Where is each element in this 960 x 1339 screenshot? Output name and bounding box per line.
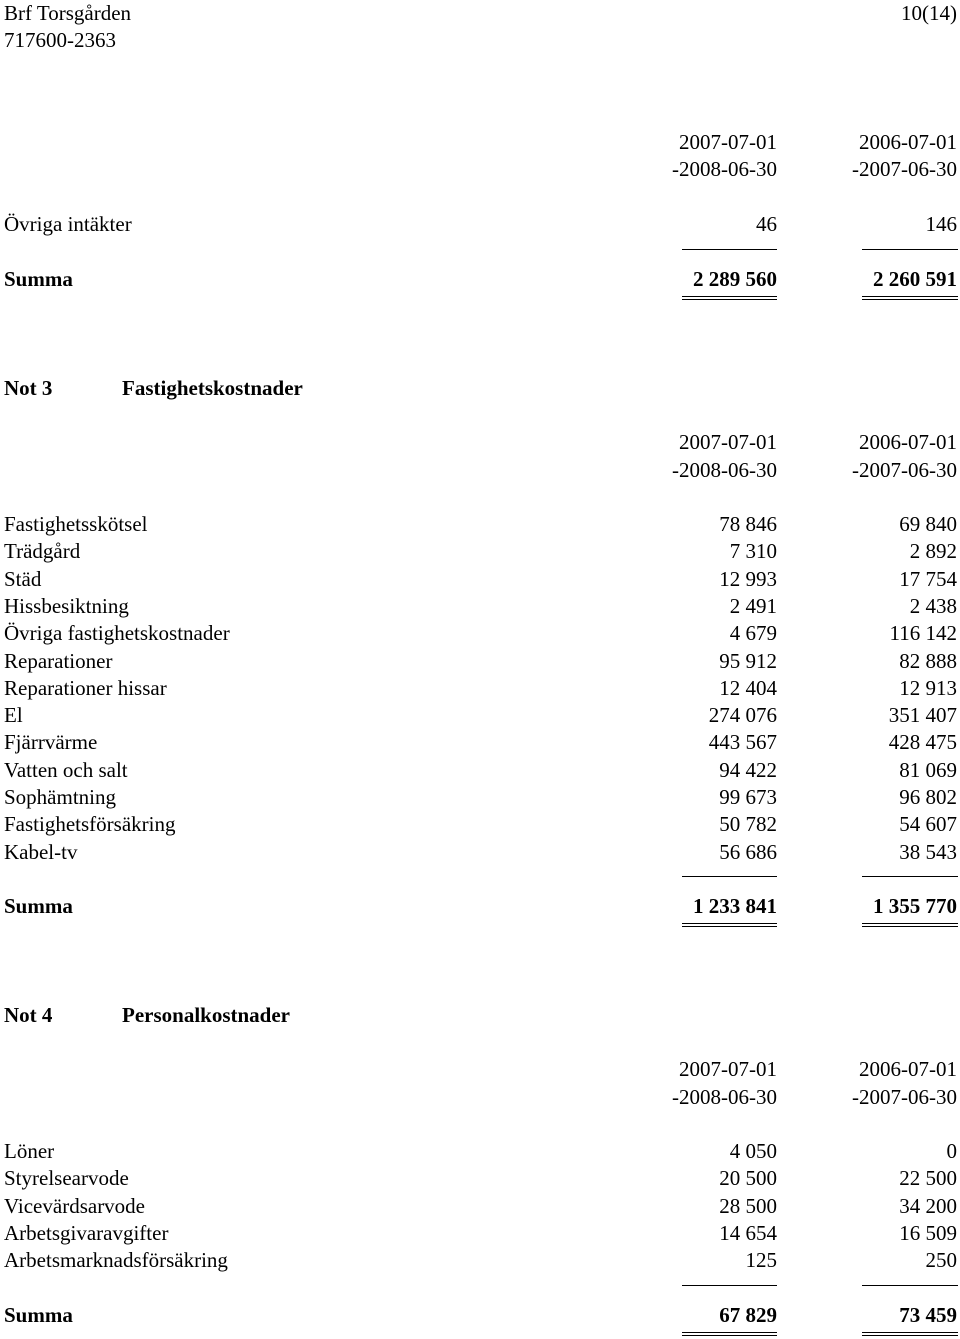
period-current-start: 2007-07-01 <box>679 1057 777 1081</box>
row-previous-value: 82 888 <box>899 648 957 673</box>
total-current-value: 2 289 560 <box>693 267 777 291</box>
total-double-rule <box>682 1332 777 1333</box>
row-label: Vicevärdsarvode <box>4 1193 146 1218</box>
note-title: Fastighetskostnader <box>122 376 303 400</box>
row-previous-value: 22 500 <box>899 1166 957 1191</box>
row-previous-value: 0 <box>946 1139 957 1163</box>
total-label: Summa <box>4 894 73 918</box>
period-previous-start: 2006-07-01 <box>859 1057 957 1081</box>
period-previous-start: 2006-07-01 <box>859 130 957 154</box>
row-current-value: 14 654 <box>719 1220 777 1245</box>
subtotal-rule <box>682 249 777 250</box>
total-double-rule <box>862 296 958 297</box>
row-label: Styrelsearvode <box>4 1166 129 1191</box>
row-current-value: 12 404 <box>719 675 777 700</box>
note-number: Not 3 <box>4 376 53 400</box>
row-current-value: 7 310 <box>729 539 777 564</box>
total-double-rule <box>862 926 958 927</box>
note-number: Not 4 <box>4 1003 53 1027</box>
page-number: 10(14) <box>901 1 957 25</box>
period-previous-end: -2007-06-30 <box>852 1085 957 1109</box>
row-label: Övriga intäkter <box>4 212 132 236</box>
row-label: Övriga fastighetskostnader <box>4 621 230 646</box>
total-current-value: 1 233 841 <box>693 894 777 918</box>
row-current-value: 94 422 <box>719 757 777 782</box>
total-double-rule <box>682 926 777 927</box>
subtotal-rule <box>862 249 958 250</box>
row-current-value: 95 912 <box>719 648 777 673</box>
row-label: Fjärrvärme <box>4 730 98 755</box>
row-current-value: 50 782 <box>719 812 777 837</box>
period-current-start: 2007-07-01 <box>679 430 777 454</box>
row-previous-value: 17 754 <box>899 566 957 591</box>
row-current-value: 99 673 <box>719 785 777 809</box>
period-previous-end: -2007-06-30 <box>852 458 957 482</box>
row-previous-value: 116 142 <box>889 621 957 646</box>
total-previous-value: 73 459 <box>899 1303 957 1327</box>
period-previous-start: 2006-07-01 <box>859 430 957 454</box>
row-label: Hissbesiktning <box>4 593 129 618</box>
row-label: Arbetsgivaravgifter <box>4 1220 169 1245</box>
row-previous-value: 146 <box>925 212 957 236</box>
row-label: Trädgård <box>4 539 81 564</box>
total-double-rule <box>682 923 777 924</box>
row-label: Fastighetsskötsel <box>4 512 148 536</box>
total-double-rule <box>682 1335 777 1336</box>
row-current-value: 46 <box>756 212 777 236</box>
row-current-value: 443 567 <box>708 730 777 755</box>
row-current-value: 125 <box>745 1248 777 1273</box>
row-previous-value: 54 607 <box>899 812 957 837</box>
period-current-end: -2008-06-30 <box>672 157 777 181</box>
row-previous-value: 38 543 <box>899 839 957 864</box>
row-previous-value: 2 892 <box>909 539 957 564</box>
row-current-value: 4 050 <box>729 1139 777 1163</box>
row-current-value: 20 500 <box>719 1166 777 1191</box>
total-double-rule <box>862 1332 958 1333</box>
period-current-end: -2008-06-30 <box>672 458 777 482</box>
total-double-rule <box>862 299 958 300</box>
row-label: Reparationer <box>4 648 113 673</box>
row-previous-value: 81 069 <box>899 757 957 782</box>
row-previous-value: 250 <box>925 1248 957 1273</box>
row-previous-value: 69 840 <box>899 512 957 536</box>
total-double-rule <box>862 1335 958 1336</box>
period-current-start: 2007-07-01 <box>679 130 777 154</box>
row-previous-value: 428 475 <box>888 730 957 755</box>
org-number: 717600-2363 <box>4 28 116 52</box>
row-label: Städ <box>4 566 42 591</box>
row-previous-value: 16 509 <box>899 1220 957 1245</box>
row-previous-value: 2 438 <box>909 593 957 618</box>
row-previous-value: 12 913 <box>899 675 957 700</box>
subtotal-rule <box>862 1285 958 1286</box>
row-label: Löner <box>4 1139 55 1163</box>
row-previous-value: 351 407 <box>888 703 957 728</box>
row-current-value: 78 846 <box>719 512 777 536</box>
row-label: Fastighetsförsäkring <box>4 812 176 837</box>
subtotal-rule <box>862 876 958 877</box>
row-previous-value: 34 200 <box>899 1193 957 1218</box>
total-label: Summa <box>4 1303 73 1327</box>
period-current-end: -2008-06-30 <box>672 1085 777 1109</box>
row-label: El <box>4 703 23 728</box>
row-label: Reparationer hissar <box>4 675 167 700</box>
total-double-rule <box>862 923 958 924</box>
total-double-rule <box>682 299 777 300</box>
row-label: Kabel-tv <box>4 839 78 864</box>
row-current-value: 56 686 <box>719 839 777 864</box>
subtotal-rule <box>682 876 777 877</box>
row-current-value: 12 993 <box>719 566 777 591</box>
total-label: Summa <box>4 267 73 291</box>
row-previous-value: 96 802 <box>899 785 957 809</box>
row-current-value: 28 500 <box>719 1193 777 1218</box>
subtotal-rule <box>682 1285 777 1286</box>
total-previous-value: 1 355 770 <box>873 894 957 918</box>
total-previous-value: 2 260 591 <box>873 267 957 291</box>
total-double-rule <box>682 296 777 297</box>
row-label: Vatten och salt <box>4 757 128 782</box>
total-current-value: 67 829 <box>719 1303 777 1327</box>
row-label: Sophämtning <box>4 785 117 809</box>
row-label: Arbetsmarknadsförsäkring <box>4 1248 228 1273</box>
row-current-value: 4 679 <box>729 621 777 646</box>
org-name: Brf Torsgården <box>4 1 132 25</box>
row-current-value: 2 491 <box>729 593 777 618</box>
row-current-value: 274 076 <box>708 703 777 728</box>
period-previous-end: -2007-06-30 <box>852 157 957 181</box>
note-title: Personalkostnader <box>122 1003 290 1027</box>
